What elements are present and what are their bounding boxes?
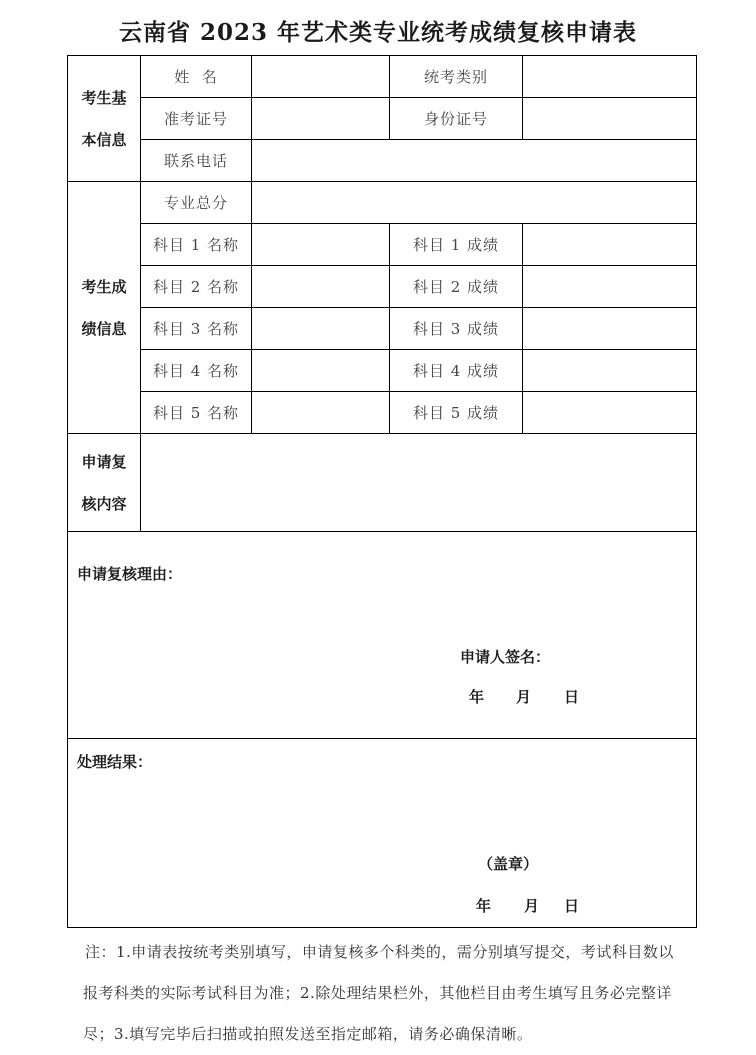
row-phone (68, 140, 697, 182)
form-title: 云南省 2023 年艺术类专业统考成绩复核申请表 (118, 19, 638, 46)
subject-1-name-label: 科目 1 名称 (141, 224, 252, 266)
basic-info-label-line-1: 考生基 (81, 88, 127, 107)
notes-line-2: 报考科类的实际考试科目为准；2.除处理结果栏外，其他栏目由考生填写且务必完整详 (83, 984, 672, 1002)
row-review-reason (68, 532, 697, 739)
notes-line-3: 尽；3.填写完毕后扫描或拍照发送至指定邮箱，请务必确保清晰。 (83, 1025, 533, 1043)
subject-3-score-field[interactable] (523, 308, 697, 350)
result-field[interactable] (68, 739, 697, 928)
subject-5-name-field[interactable] (252, 392, 390, 434)
name-field[interactable] (252, 56, 390, 98)
id-card-field[interactable] (523, 98, 697, 140)
result-date-month: 月 (524, 897, 540, 915)
review-label-line-2: 核内容 (81, 494, 127, 513)
reason-date-day: 日 (564, 688, 580, 706)
row-total-score (68, 182, 697, 224)
row-name-category (68, 56, 697, 98)
subject-2-name-field[interactable] (252, 266, 390, 308)
row-subject-4 (68, 350, 697, 392)
result-date-day: 日 (564, 897, 580, 915)
reason-date-year: 年 (469, 688, 485, 706)
phone-label: 联系电话 (141, 140, 252, 182)
row-subject-3 (68, 308, 697, 350)
form-notes (85, 932, 695, 1055)
subject-3-score-label: 科目 3 成绩 (390, 308, 523, 350)
basic-info-label-line-2: 本信息 (81, 130, 127, 149)
phone-field[interactable] (252, 140, 697, 182)
subject-4-name-label: 科目 4 名称 (141, 350, 252, 392)
row-subject-2 (68, 266, 697, 308)
seal-label: （盖章） (478, 855, 539, 873)
subject-2-score-field[interactable] (523, 266, 697, 308)
result-date-year: 年 (476, 897, 492, 915)
score-info-label-line-1: 考生成 (81, 277, 127, 296)
score-info-section-label (68, 182, 141, 434)
exam-id-field[interactable] (252, 98, 390, 140)
category-field[interactable] (523, 56, 697, 98)
application-form-table (67, 55, 697, 928)
row-result (68, 739, 697, 928)
review-reason-heading: 申请复核理由： (77, 565, 183, 583)
subject-1-score-field[interactable] (523, 224, 697, 266)
total-score-label: 专业总分 (141, 182, 252, 224)
reason-date-month: 月 (516, 688, 532, 706)
row-subject-5 (68, 392, 697, 434)
category-label: 统考类别 (390, 56, 523, 98)
row-review-content (68, 434, 697, 532)
subject-4-name-field[interactable] (252, 350, 390, 392)
subject-5-score-label: 科目 5 成绩 (390, 392, 523, 434)
notes-line-1: 注：1.申请表按统考类别填写，申请复核多个科类的，需分别填写提交，考试科目数以 (85, 943, 674, 961)
subject-1-score-label: 科目 1 成绩 (390, 224, 523, 266)
result-heading: 处理结果： (77, 753, 153, 771)
subject-2-score-label: 科目 2 成绩 (390, 266, 523, 308)
subject-4-score-field[interactable] (523, 350, 697, 392)
subject-5-score-field[interactable] (523, 392, 697, 434)
row-examid-idcard (68, 98, 697, 140)
id-card-label: 身份证号 (390, 98, 523, 140)
exam-id-label: 准考证号 (141, 98, 252, 140)
subject-5-name-label: 科目 5 名称 (141, 392, 252, 434)
subject-3-name-field[interactable] (252, 308, 390, 350)
review-content-section-label (68, 434, 141, 532)
subject-3-name-label: 科目 3 名称 (141, 308, 252, 350)
row-subject-1 (68, 224, 697, 266)
score-info-label-line-2: 绩信息 (81, 319, 127, 338)
review-label-line-1: 申请复 (81, 452, 127, 471)
basic-info-section-label (68, 56, 141, 182)
subject-4-score-label: 科目 4 成绩 (390, 350, 523, 392)
review-content-field[interactable] (141, 434, 697, 532)
name-label: 姓 名 (141, 56, 252, 98)
total-score-field[interactable] (252, 182, 697, 224)
review-reason-field[interactable] (68, 532, 697, 739)
applicant-signature-label: 申请人签名： (460, 648, 551, 666)
subject-2-name-label: 科目 2 名称 (141, 266, 252, 308)
subject-1-name-field[interactable] (252, 224, 390, 266)
